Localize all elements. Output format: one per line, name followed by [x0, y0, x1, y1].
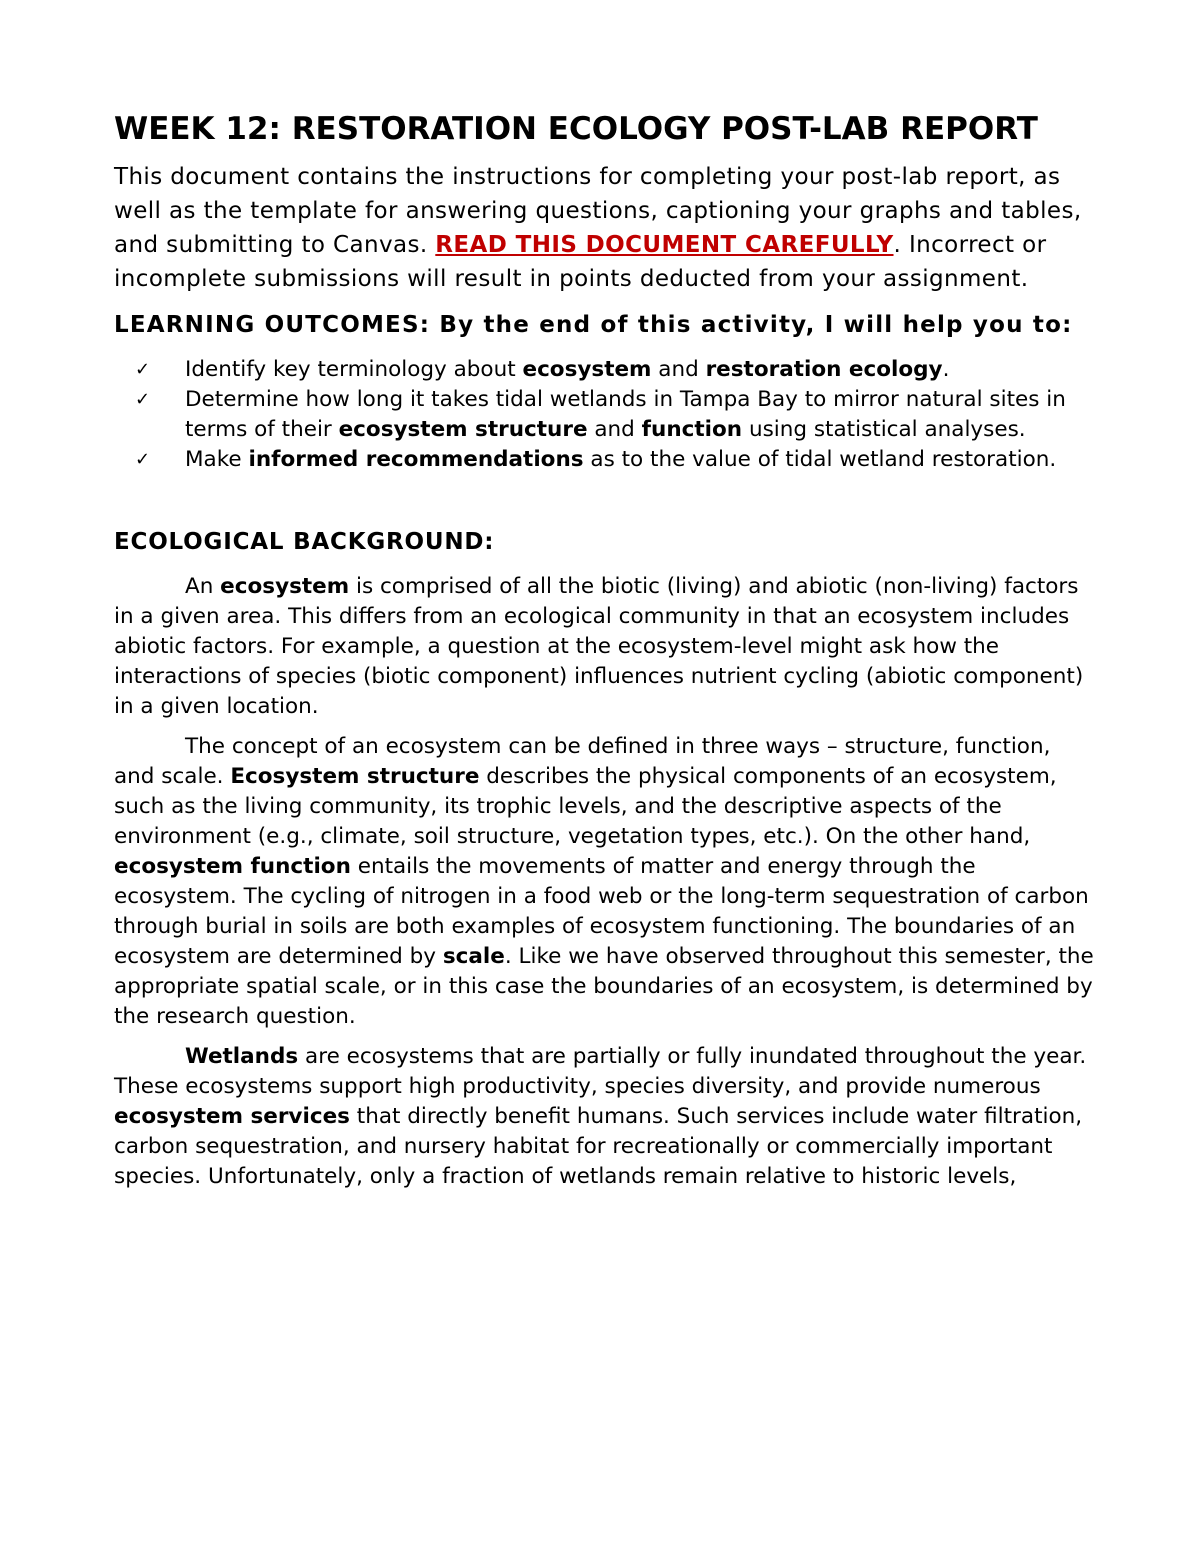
list-item-text: Identify key terminology about: [185, 357, 523, 382]
checkmark-icon: ✓: [135, 389, 151, 410]
paragraph-text: that directly benefit humans. Such services include water filtration, carbon sequestration, and nursery habitat for recreationally or commercially important species. Unfortunately, only a fraction of wetlands remain relative to historic levels,: [114, 1104, 1083, 1189]
list-item-text: Make: [185, 447, 249, 472]
list-item-text: .: [942, 357, 950, 382]
bold-term: function: [641, 417, 743, 442]
paragraph-text: entails the movements of matter and energy through the ecosystem. The cycling of nitrogen in a food web or the long-term sequestration of carbon through burial in soils are both examples of ecosystem functioning. The boundaries of an ecosystem are determined by: [114, 854, 1089, 969]
learning-outcomes-heading: LEARNING OUTCOMES: By the end of this activity, I will help you to:: [114, 312, 1073, 338]
background-paragraph-3: [114, 1042, 1094, 1192]
paragraph-text: are ecosystems that are partially or fully inundated throughout the year. These ecosystems support high productivity, species diversity, and provide numerous: [114, 1044, 1087, 1099]
paragraph-text: describes the physical components of an ecosystem, such as the living community, its trophic levels, and the descriptive aspects of the environment (e.g., climate, soil structure, vegetation types, etc.). On the other hand,: [114, 764, 1057, 849]
bold-term: ecosystem structure: [338, 417, 588, 442]
bold-term: Wetlands: [185, 1044, 299, 1069]
list-item-text: and: [587, 417, 642, 442]
checkmark-icon: ✓: [135, 359, 151, 380]
learning-outcomes-list: [114, 355, 1094, 475]
paragraph-text: An: [185, 574, 221, 599]
background-paragraph-2: [114, 732, 1094, 1032]
document-page: [114, 108, 1094, 1202]
bold-term: ecosystem: [522, 357, 652, 382]
bold-term: ecosystem services: [114, 1104, 350, 1129]
list-item-text: using statistical analyses.: [742, 417, 1026, 442]
background-heading: ECOLOGICAL BACKGROUND:: [114, 529, 495, 555]
list-item-text: and: [651, 357, 706, 382]
bold-term: ecosystem function: [114, 854, 351, 879]
list-item-text: as to the value of tidal wetland restoration.: [583, 447, 1057, 472]
bold-term: scale: [442, 944, 505, 969]
intro-text-continued: . Incorrect or incomplete submissions will result in points deducted from your assignment.: [114, 232, 1047, 292]
checkmark-icon: ✓: [135, 449, 151, 470]
paragraph-text: is comprised of all the biotic (living) and abiotic (non-living) factors in a given area. This differs from an ecological community in that an ecosystem includes abiotic factors. For example, a question at the ecosystem-level might ask how the interactions of species (biotic component) influences nutrient cycling (abiotic component) in a given location.: [114, 574, 1084, 719]
paragraph-text: The concept of an ecosystem can be defined in three ways – structure, function, and scale.: [114, 734, 1051, 789]
warning-text: READ THIS DOCUMENT CAREFULLY: [435, 232, 894, 258]
bold-term: Ecosystem structure: [230, 764, 480, 789]
list-item-text: Determine how long it takes tidal wetlands in Tampa Bay to mirror natural sites in terms of their: [185, 387, 1066, 442]
intro-paragraph: [114, 160, 1094, 296]
list-item: [114, 385, 1094, 445]
intro-text: This document contains the instructions for completing your post-lab report, as well as the template for answering questions, captioning your graphs and tables, and submitting to Canvas.: [114, 164, 1082, 258]
document-title: WEEK 12: RESTORATION ECOLOGY POST-LAB REPORT: [114, 111, 1038, 147]
bold-term: ecosystem: [220, 574, 350, 599]
background-paragraph-1: [114, 572, 1094, 722]
list-item: [114, 355, 1094, 385]
bold-term: restoration ecology: [705, 357, 943, 382]
bold-term: informed recommendations: [248, 447, 584, 472]
list-item: [114, 445, 1094, 475]
paragraph-text: . Like we have observed throughout this semester, the appropriate spatial scale, or in this case the boundaries of an ecosystem, is determined by the research question.: [114, 944, 1094, 1029]
